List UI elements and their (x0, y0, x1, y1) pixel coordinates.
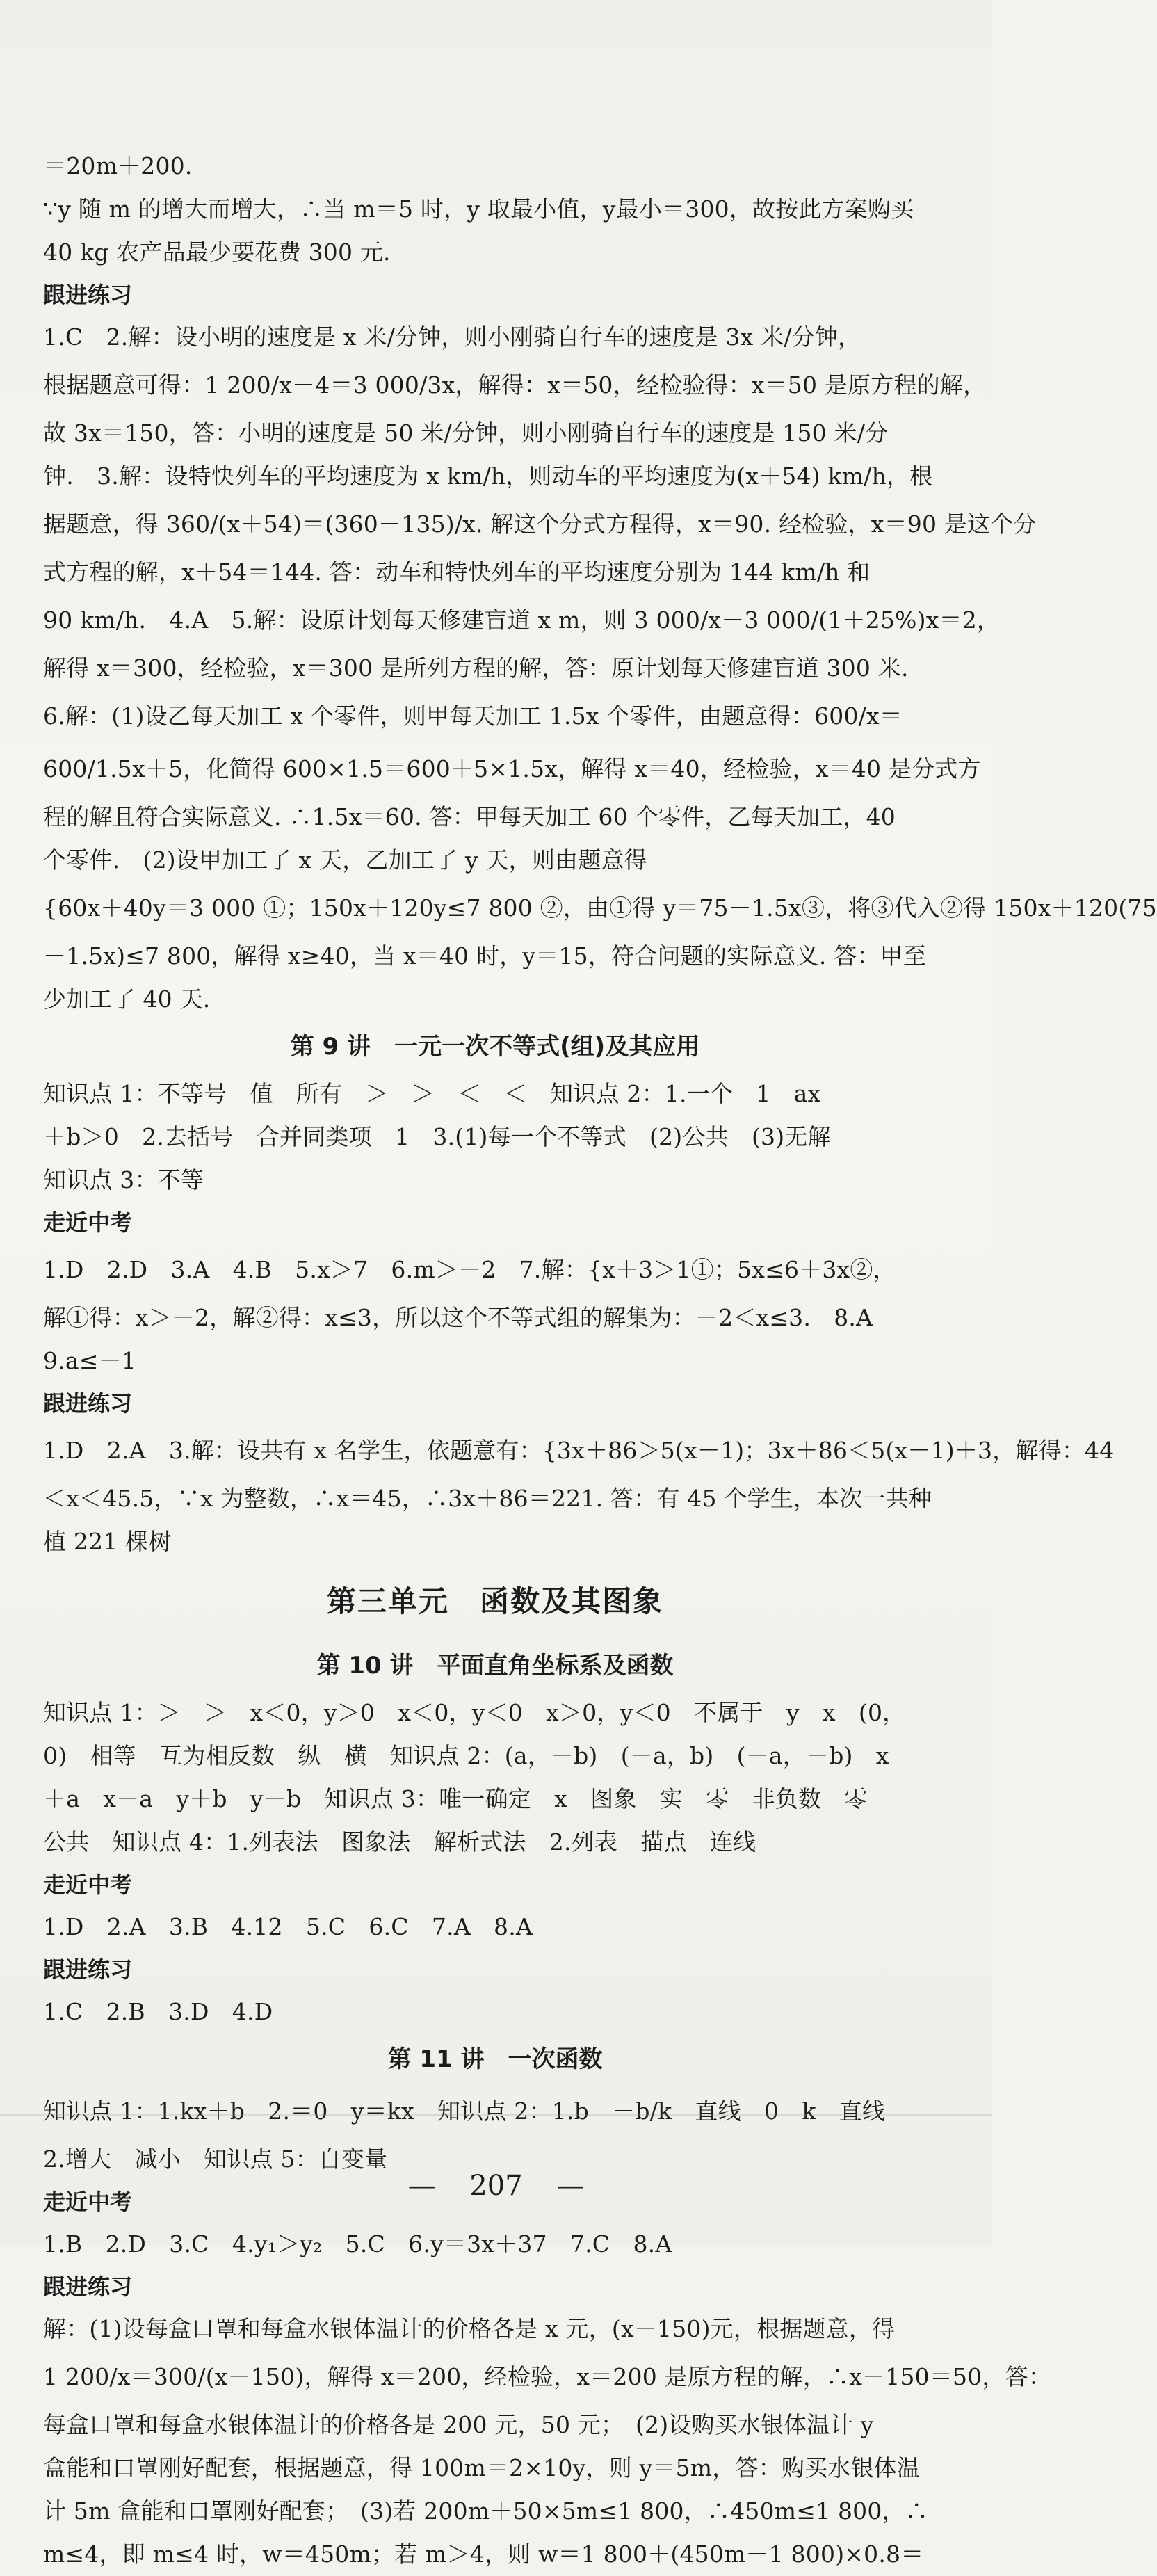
footer-dash-left: — (407, 2170, 436, 2202)
answer-content (43, 145, 1157, 2576)
text-line: m≤4，即 m≤4 时，w＝450m；若 m＞4，则 w＝1 800＋(450m－1 800)×0.8＝ (43, 2541, 924, 2568)
lecture-title: 第 11 讲 一次函数 (387, 2045, 603, 2073)
text-line: 每盒口罩和每盒水银体温计的价格各是 200 元，50 元； (2)设购买水银体温计 y (43, 2411, 874, 2438)
text-line: ＋b＞0 2.去括号 合并同类项 1 3.(1)每一个不等式 (2)公共 (3)无解 (43, 1123, 831, 1150)
text-line: 90 km/h. 4.A 5.解：设原计划每天修建盲道 x m，则 3 000/x－3 000/(1＋25%)x＝2， (43, 606, 1001, 634)
text-line: 知识点 1：不等号 值 所有 ＞ ＞ ＜ ＜ 知识点 2：1.一个 1 ax (43, 1080, 821, 1107)
unit-title: 第三单元 函数及其图象 (326, 1584, 663, 1618)
text-line: 0) 相等 互为相反数 纵 横 知识点 2：(a，－b) (－a，b) (－a，－b) x (43, 1742, 889, 1769)
section-heading: 跟进练习 (43, 2273, 133, 2300)
text-line: －1.5x)≤7 800，解得 x≥40，当 x＝40 时，y＝15，符合问题的实际意义. 答：甲至 (43, 942, 927, 969)
text-line: 钟. 3.解：设特快列车的平均速度为 x km/h，则动车的平均速度为(x＋54) km/h，根 (43, 462, 933, 490)
text-line: 据题意，得 360/(x＋54)＝(360－135)/x. 解这个分式方程得，x＝90. 经检验，x＝90 是这个分 (43, 510, 1037, 538)
text-line: 2.增大 减小 知识点 5：自变量 (43, 2146, 388, 2173)
section-heading: 跟进练习 (43, 282, 133, 308)
text-line: 解：(1)设每盒口罩和每盒水银体温计的价格各是 x 元，(x－150)元，根据题意，得 (43, 2315, 896, 2342)
text-line: 600/1.5x＋5，化简得 600×1.5＝600＋5×1.5x，解得 x＝40，经检验，x＝40 是分式方 (43, 755, 981, 782)
text-line: 1.D 2.A 3.解：设共有 x 名学生，依题意有：{3x＋86＞5(x－1)；3x＋86＜5(x－1)＋3，解得：44 (43, 1437, 1115, 1464)
text-line: 盒能和口罩刚好配套，根据题意，得 100m＝2×10y，则 y＝5m，答：购买水银体温 (43, 2454, 921, 2481)
page-number: 207 (469, 2170, 523, 2202)
lecture-title: 第 10 讲 平面直角坐标系及函数 (316, 1652, 674, 1680)
text-line: 1.D 2.D 3.A 4.B 5.x＞7 6.m＞－2 7.解：{x＋3＞1①；5x≤6＋3x②， (43, 1256, 896, 1283)
text-line: 个零件. (2)设甲加工了 x 天，乙加工了 y 天，则由题意得 (43, 846, 647, 874)
text-line: 1.C 2.B 3.D 4.D (43, 1998, 273, 2025)
text-line: 1.D 2.A 3.B 4.12 5.C 6.C 7.A 8.A (43, 1913, 533, 1940)
text-line: 40 kg 农产品最少要花费 300 元. (43, 239, 391, 266)
section-heading: 走近中考 (43, 1209, 133, 1236)
text-line: 知识点 1：＞ ＞ x＜0，y＞0 x＜0，y＜0 x＞0，y＜0 不属于 y x (0， (43, 1699, 906, 1726)
text-line: 计 5m 盒能和口罩刚好配套； (3)若 200m＋50×5m≤1 800，∴450m≤1 800，∴ (43, 2497, 928, 2525)
text-line: ∵y 随 m 的增大而增大，∴当 m＝5 时，y 取最小值，y最小＝300，故按此方案购买 (43, 195, 914, 223)
text-line: 公共 知识点 4：1.列表法 图象法 解析式法 2.列表 描点 连线 (43, 1828, 756, 1855)
text-line: 1.C 2.解：设小明的速度是 x 米/分钟，则小刚骑自行车的速度是 3x 米/分钟， (43, 323, 861, 351)
text-line: 9.a≤－1 (43, 1347, 137, 1374)
section-heading: 跟进练习 (43, 1390, 133, 1417)
lecture-title: 第 9 讲 一元一次不等式(组)及其应用 (290, 1033, 700, 1061)
text-line: 解得 x＝300，经检验，x＝300 是所列方程的解，答：原计划每天修建盲道 300 米. (43, 654, 909, 682)
text-line: ＝20m＋200. (43, 152, 193, 179)
footer-dash-right: — (556, 2170, 585, 2202)
text-line: 知识点 3：不等 (43, 1166, 204, 1193)
text-line: ＜x＜45.5，∵x 为整数，∴x＝45，∴3x＋86＝221. 答：有 45 个学生，本次一共种 (43, 1485, 932, 1512)
text-line: 故 3x＝150，答：小明的速度是 50 米/分钟，则小刚骑自行车的速度是 150 米/分 (43, 419, 889, 446)
text-line: 式方程的解，x＋54＝144. 答：动车和特快列车的平均速度分别为 144 km/h 和 (43, 558, 871, 586)
page-fold-line (0, 2114, 992, 2116)
text-line: 6.解：(1)设乙每天加工 x 个零件，则甲每天加工 1.5x 个零件，由题意得：600/x＝ (43, 702, 903, 730)
text-line: 程的解且符合实际意义. ∴1.5x＝60. 答：甲每天加工 60 个零件，乙每天加工，40 (43, 803, 896, 830)
page-footer (0, 2170, 992, 2202)
text-line: 植 221 棵树 (43, 1528, 172, 1555)
text-line: ＋a x－a y＋b y－b 知识点 3：唯一确定 x 图象 实 零 非负数 零 (43, 1785, 868, 1812)
text-line: 1 200/x＝300/(x－150)，解得 x＝200，经检验，x＝200 是原方程的解，∴x－150＝50，答： (43, 2363, 1052, 2390)
text-line: 根据题意可得：1 200/x－4＝3 000/3x，解得：x＝50，经检验得：x＝50 是原方程的解， (43, 371, 987, 399)
section-heading: 走近中考 (43, 1871, 133, 1898)
text-line: 1.B 2.D 3.C 4.y₁＞y₂ 5.C 6.y＝3x＋37 7.C 8.A (43, 2230, 672, 2257)
text-line: {60x＋40y＝3 000 ①；150x＋120y≤7 800 ②，由①得 y＝75－1.5x③，将③代入②得 150x＋120(75 (43, 894, 1157, 921)
text-line: 少加工了 40 天. (43, 985, 211, 1013)
text-line: 知识点 1：1.kx＋b 2.＝0 y＝kx 知识点 2：1.b －b/k 直线 0 k 直线 (43, 2098, 886, 2125)
section-heading: 走近中考 (43, 2189, 133, 2215)
text-line: 解①得：x＞－2，解②得：x≤3，所以这个不等式组的解集为：－2＜x≤3. 8.A (43, 1304, 873, 1331)
section-heading: 跟进练习 (43, 1956, 133, 1983)
